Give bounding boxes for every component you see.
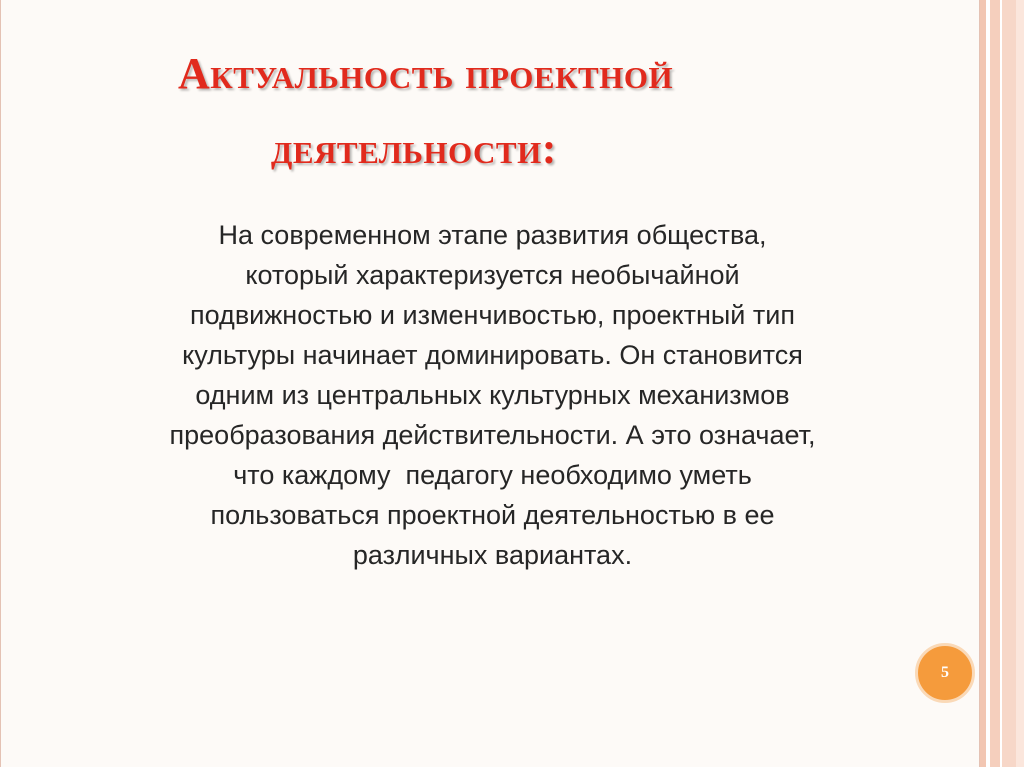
decorative-stripe	[1002, 0, 1016, 767]
slide-body-text	[60, 215, 925, 575]
page-number-badge	[915, 643, 975, 703]
body-line: который характеризуется необычайной	[245, 260, 740, 290]
page-number: 5	[941, 664, 949, 681]
decorative-stripe	[1016, 0, 1024, 767]
decorative-stripe	[990, 0, 1000, 767]
slide-title-line-1: Актуальность проектной	[178, 49, 674, 98]
body-line: одним из центральных культурных механизмов	[195, 380, 790, 410]
body-line: различных вариантах.	[352, 540, 633, 570]
body-line: подвижностью и изменчивостью, проектный тип	[190, 300, 795, 330]
body-line: На современном этапе развития общества,	[218, 220, 767, 250]
decorative-stripe	[980, 0, 986, 767]
body-line: пользоваться проектной деятельностью в ее	[210, 500, 775, 530]
slide-title-line-2: деятельности:	[271, 124, 557, 173]
body-line: что каждому педагогу необходимо уметь	[233, 460, 752, 490]
body-line: преобразования действительности. А это означает,	[169, 420, 816, 450]
body-line: культуры начинает доминировать. Он становится	[182, 340, 803, 370]
